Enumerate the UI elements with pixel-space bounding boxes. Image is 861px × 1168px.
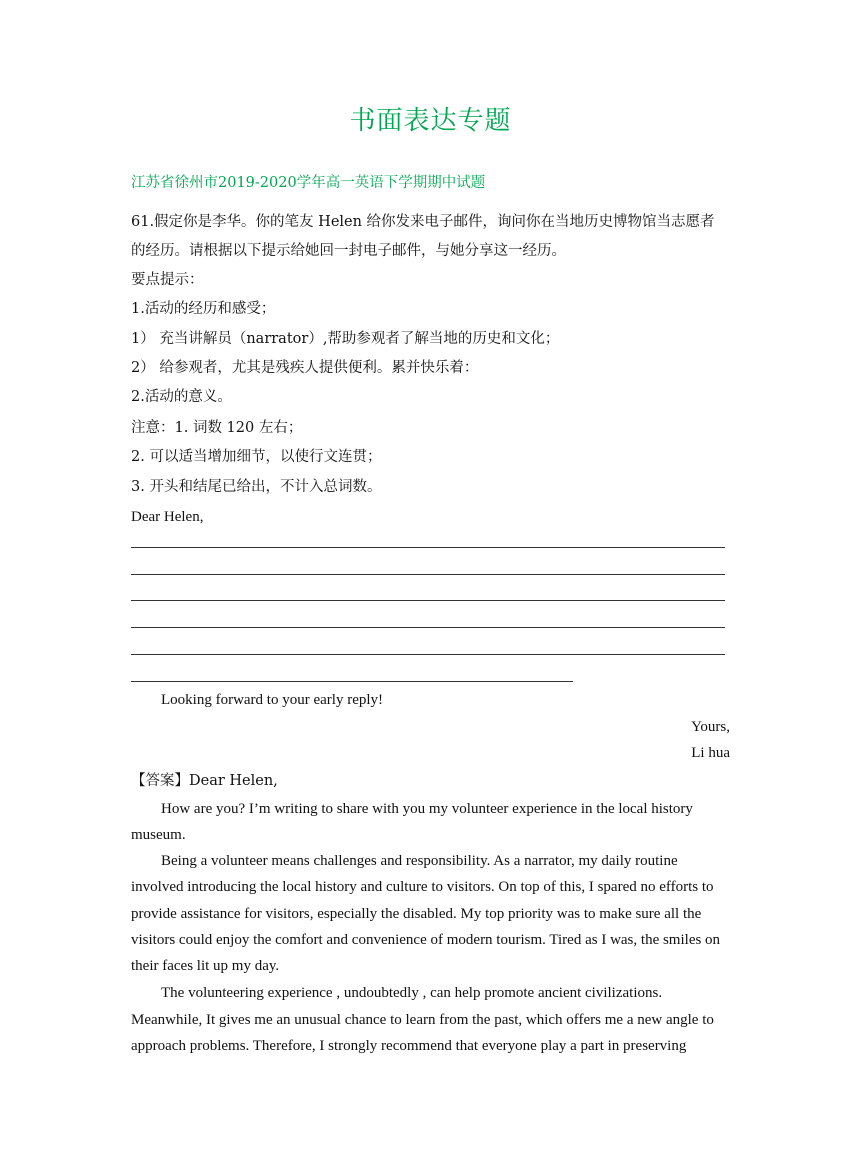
closing-line: Looking forward to your early reply! (161, 692, 384, 708)
answer-line: their faces lit up my day. (131, 958, 280, 974)
answer-line: museum. (131, 827, 186, 843)
question-text: 的经历。请根据以下提示给她回一封电子邮件，与她分享这一经历。 (131, 243, 566, 259)
answer-label: 【答案】Dear Helen, (131, 773, 278, 789)
answer-blank-line (131, 627, 725, 628)
point-item: 2.活动的意义。 (131, 389, 232, 405)
question-text: 61.假定你是李华。你的笔友 Helen 给你发来电子邮件，询问你在当地历史博物馆当志愿者 (131, 214, 715, 230)
note-item: 2. 可以适当增加细节，以使行文连贯； (131, 449, 382, 465)
answer-line: provide assistance for visitors, especially the disabled. My top priority was to make sure all the (131, 906, 702, 922)
note-item: 注意：1. 词数 120 左右； (131, 420, 303, 436)
answer-line: visitors could enjoy the comfort and convenience of modern tourism. Tired as I was, the smiles on (131, 932, 721, 948)
note-item: 3. 开头和结尾已给出，不计入总词数。 (131, 479, 382, 495)
answer-line: The volunteering experience , undoubtedly , can help promote ancient civilizations. (161, 985, 663, 1001)
point-subitem: 1） 充当讲解员（narrator）,帮助参观者了解当地的历史和文化； (131, 331, 560, 347)
answer-blank-line (131, 681, 573, 682)
source-heading: 江苏省徐州市2019-2020学年高一英语下学期期中试题 (131, 175, 486, 191)
answer-line: involved introducing the local history and culture to visitors. On top of this, I spared no efforts to (131, 879, 714, 895)
answer-line: Being a volunteer means challenges and responsibility. As a narrator, my daily routine (161, 853, 678, 869)
point-subitem: 2） 给参观者，尤其是残疾人提供便利。累并快乐着： (131, 360, 479, 376)
answer-blank-line (131, 574, 725, 575)
page-title: 书面表达专题 (349, 106, 512, 136)
answer-line: approach problems. Therefore, I strongly recommend that everyone play a part in preserving (131, 1038, 687, 1054)
answer-line: How are you? I’m writing to share with you my volunteer experience in the local history (161, 801, 693, 817)
answer-blank-line (131, 600, 725, 601)
signoff: Yours, (691, 719, 730, 735)
salutation: Dear Helen, (131, 509, 204, 525)
answer-blank-line (131, 654, 725, 655)
point-item: 1.活动的经历和感受； (131, 301, 276, 317)
answer-blank-line (131, 547, 725, 548)
signature: Li hua (691, 745, 730, 761)
points-heading: 要点提示： (131, 272, 204, 288)
answer-line: Meanwhile, It gives me an unusual chance to learn from the past, which offers me a new angle to (131, 1012, 714, 1028)
